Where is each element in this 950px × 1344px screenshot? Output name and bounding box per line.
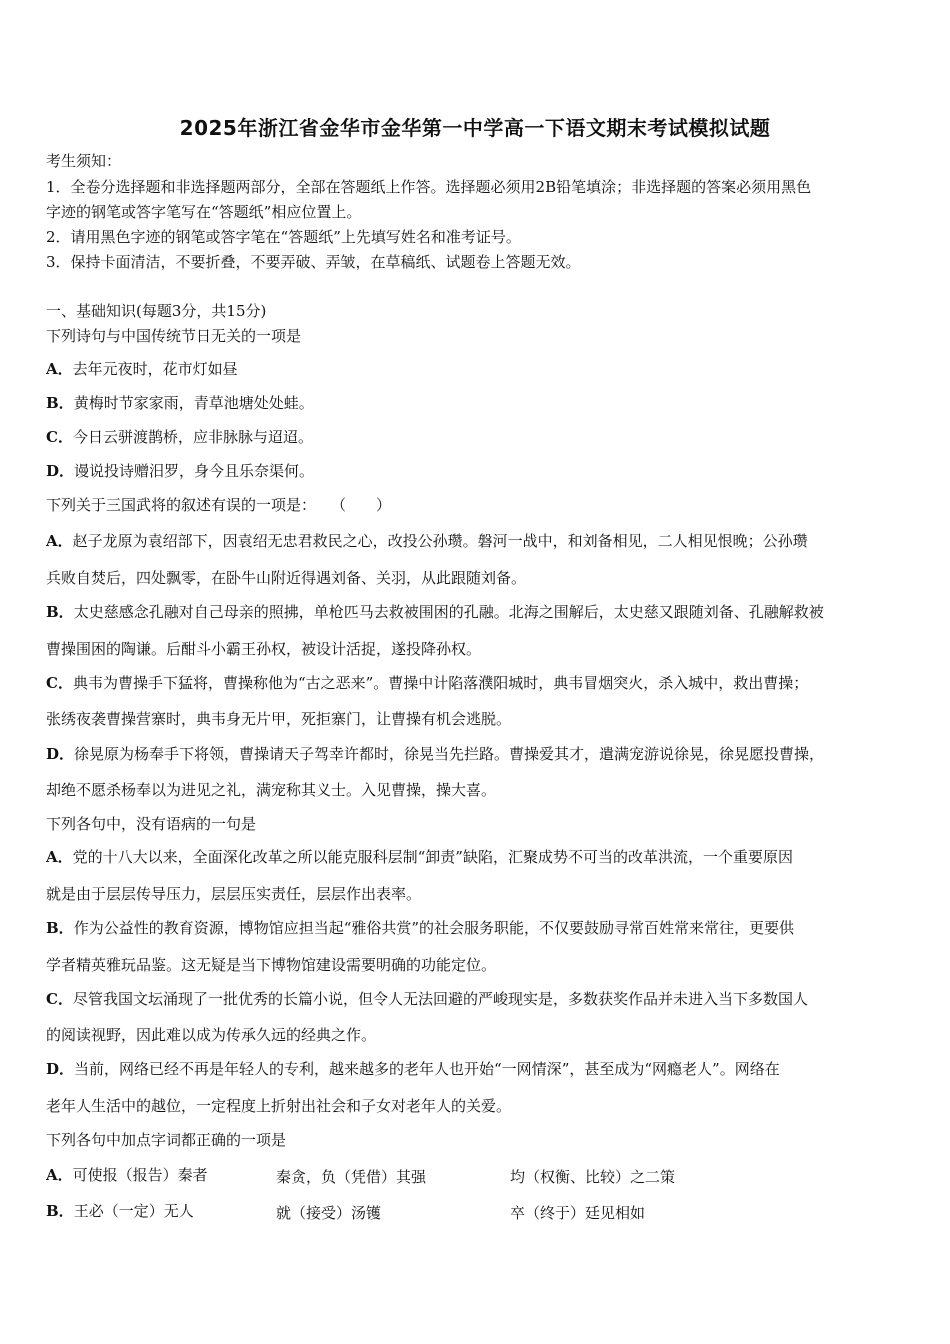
notice-heading: 考生须知： bbox=[46, 152, 122, 170]
question-2-stem: 下列关于三国武将的叙述有误的一项是： （ ） bbox=[46, 496, 392, 514]
q4-option-b bbox=[46, 1202, 194, 1220]
notice-item-3: 3．保持卡面清洁，不要折叠，不要弄破、弄皱，在草稿纸、试题卷上答题无效。 bbox=[46, 253, 581, 271]
option-text: 党的十八大以来，全面深化改革之所以能克服科层制“卸责”缺陷，汇聚成势不可当的改革洪流，一个重要原因 bbox=[72, 848, 793, 866]
q1-option-d bbox=[46, 462, 314, 480]
option-text: 赵子龙原为袁绍部下，因袁绍无忠君救民之心，改投公孙瓒。磐河一战中，和刘备相见，二人相见恨晚；公孙瓒 bbox=[72, 532, 808, 550]
option-label: C． bbox=[46, 428, 73, 446]
q3-option-c bbox=[46, 990, 808, 1008]
q4-option-b-item-3: 卒（终于）廷见相如 bbox=[510, 1204, 646, 1222]
notice-item-2: 2．请用黑色字迹的钢笔或答字笔在“答题纸”上先填写姓名和准考证号。 bbox=[46, 228, 521, 246]
option-text: 太史慈感念孔融对自己母亲的照拂，单枪匹马去救被围困的孔融。北海之围解后，太史慈又跟随刘备、孔融解救被 bbox=[73, 603, 824, 621]
option-label: C． bbox=[46, 674, 73, 692]
option-label: D． bbox=[46, 462, 75, 480]
option-label: A． bbox=[46, 848, 73, 866]
option-label: B． bbox=[46, 603, 74, 621]
question-3-stem: 下列各句中，没有语病的一句是 bbox=[46, 815, 257, 833]
option-text: 典韦为曹操手下猛将，曹操称他为“古之恶来”。曹操中计陷落濮阳城时，典韦冒烟突火，杀入城中，救出曹操； bbox=[72, 674, 809, 692]
question-4-stem: 下列各句中加点字词都正确的一项是 bbox=[46, 1131, 287, 1149]
q3-option-d bbox=[46, 1060, 780, 1078]
option-label: A． bbox=[46, 1166, 73, 1184]
q4-option-a-item-2: 秦贪，负（凭借）其强 bbox=[276, 1168, 427, 1186]
option-label: C． bbox=[46, 990, 73, 1008]
option-text: 谩说投诗赠汨罗，身今且乐奈渠何。 bbox=[74, 462, 315, 480]
q2-option-b-cont: 曹操围困的陶谦。后酣斗小霸王孙权，被设计活捉，遂投降孙权。 bbox=[46, 640, 482, 658]
option-label: A． bbox=[46, 532, 73, 550]
option-text: 去年元夜时，花市灯如昼 bbox=[72, 360, 238, 378]
q3-option-a-cont: 就是由于层层传导压力，层层压实责任，层层作出表率。 bbox=[46, 885, 422, 903]
q2-option-d bbox=[46, 745, 824, 763]
q2-option-d-cont: 却绝不愿杀杨奉以为进见之礼，满宠称其义士。入见曹操，操大喜。 bbox=[46, 781, 497, 799]
q3-option-b-cont: 学者精英雅玩品鉴。这无疑是当下博物馆建设需要明确的功能定位。 bbox=[46, 956, 497, 974]
option-text: 当前，网络已经不再是年轻人的专利，越来越多的老年人也开始“一网情深”，甚至成为“网瘾老人”。网络在 bbox=[74, 1060, 780, 1078]
option-text: 徐晃原为杨奉手下将领，曹操请天子驾幸许都时，徐晃当先拦路。曹操爱其才，遣满宠游说徐晃，徐晃愿投曹操， bbox=[74, 745, 825, 763]
option-label: D． bbox=[46, 745, 75, 763]
page-title: 2025年浙江省金华市金华第一中学高一下语文期末考试模拟试题 bbox=[179, 116, 771, 140]
q3-option-d-cont: 老年人生活中的越位，一定程度上折射出社会和子女对老年人的关爱。 bbox=[46, 1097, 512, 1115]
option-text: 可使报（报告）秦者 bbox=[72, 1166, 208, 1184]
option-label: B． bbox=[46, 1202, 74, 1220]
option-label: D． bbox=[46, 1060, 75, 1078]
notice-item-1: 1．全卷分选择题和非选择题两部分，全部在答题纸上作答。选择题必须用2B铅笔填涂；非选择题的答案必须用黑色 bbox=[46, 178, 812, 196]
q4-option-a-item-3: 均（权衡、比较）之二策 bbox=[510, 1168, 676, 1186]
question-1-stem: 下列诗句与中国传统节日无关的一项是 bbox=[46, 327, 302, 345]
option-text: 王必（一定）无人 bbox=[73, 1202, 194, 1220]
q2-option-a-cont: 兵败自焚后，四处飘零，在卧牛山附近得遇刘备、关羽，从此跟随刘备。 bbox=[46, 569, 527, 587]
option-text: 黄梅时节家家雨，青草池塘处处蛙。 bbox=[73, 394, 314, 412]
notice-item-1-cont: 字迹的钢笔或答字笔写在“答题纸”相应位置上。 bbox=[46, 203, 362, 221]
q2-option-c-cont: 张绣夜袭曹操营寨时，典韦身无片甲，死拒寨门，让曹操有机会逃脱。 bbox=[46, 710, 512, 728]
q2-option-a bbox=[46, 532, 808, 550]
option-label: A． bbox=[46, 360, 73, 378]
option-label: B． bbox=[46, 919, 74, 937]
option-text: 今日云骈渡鹊桥，应非脉脉与迢迢。 bbox=[72, 428, 313, 446]
q3-option-c-cont: 的阅读视野，因此难以成为传承久远的经典之作。 bbox=[46, 1026, 377, 1044]
q2-option-c bbox=[46, 674, 808, 692]
q1-option-a bbox=[46, 360, 238, 378]
q3-option-a bbox=[46, 848, 793, 866]
q3-option-b bbox=[46, 919, 794, 937]
q1-option-b bbox=[46, 394, 314, 412]
option-label: B． bbox=[46, 394, 74, 412]
q4-option-b-item-2: 就（接受）汤镬 bbox=[276, 1204, 382, 1222]
q1-option-c bbox=[46, 428, 313, 446]
section-heading: 一、基础知识(每题3分，共15分) bbox=[46, 302, 267, 320]
option-text: 作为公益性的教育资源，博物馆应担当起“雅俗共赏”的社会服务职能，不仅要鼓励寻常百姓常来常往，更要供 bbox=[73, 919, 795, 937]
q2-option-b bbox=[46, 603, 824, 621]
option-text: 尽管我国文坛涌现了一批优秀的长篇小说，但令人无法回避的严峻现实是，多数获奖作品并未进入当下多数国人 bbox=[72, 990, 808, 1008]
q4-option-a bbox=[46, 1166, 208, 1184]
